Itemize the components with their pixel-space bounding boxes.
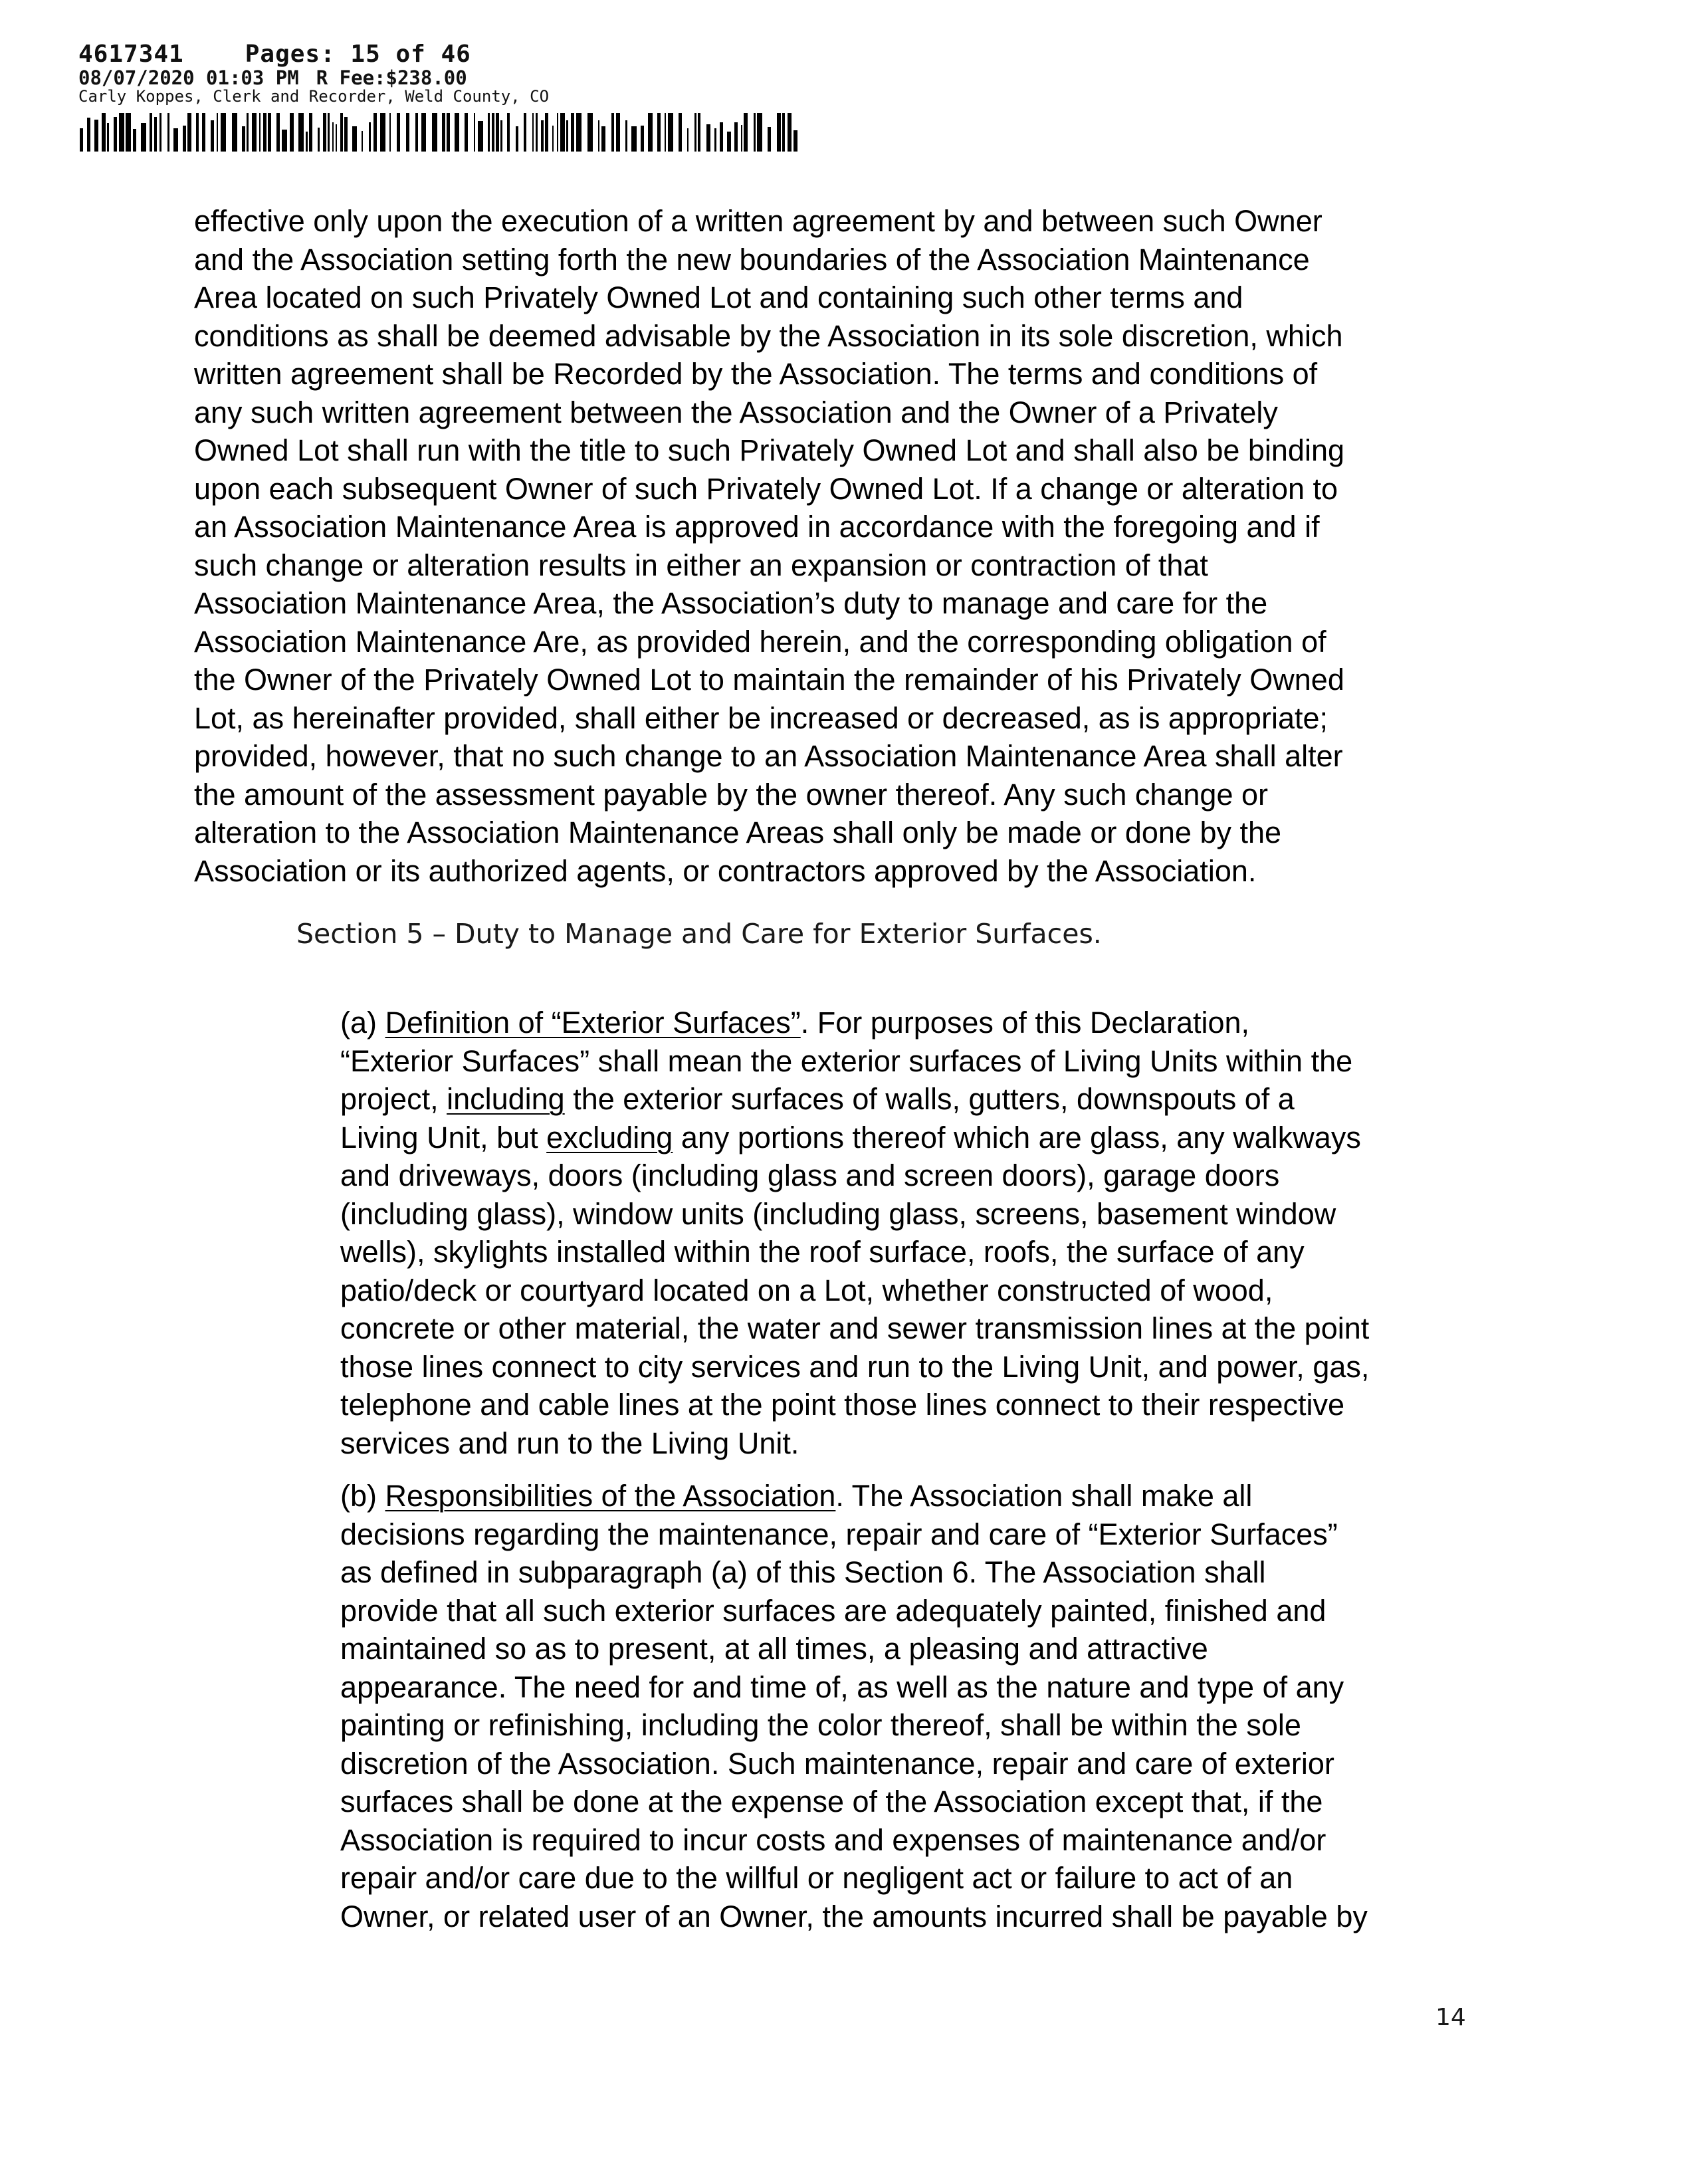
text-line: Association is required to incur costs and expenses of maintenance and/or [340,1822,1326,1857]
text-line [340,1477,1368,1515]
text-line: the Owner of the Privately Owned Lot to maintain the remainder of his Privately Owned [194,663,1344,697]
text-line: painting or refinishing, including the color thereof, shall be within the sole [340,1708,1301,1742]
text-line: effective only upon the execution of a written agreement by and between such Owner [194,204,1322,238]
text-line: services and run to the Living Unit. [340,1426,799,1460]
text-fragment: the exterior surfaces of walls, gutters, downspouts of a [564,1082,1295,1116]
recording-stamp [78,41,549,105]
text-line: appearance. The need for and time of, as well as the nature and type of any [340,1670,1344,1704]
text-line: telephone and cable lines at the point those lines connect to their respective [340,1388,1344,1422]
reception-number: 4617341 [78,41,184,68]
text-line [340,1080,1369,1119]
text-line: Area located on such Privately Owned Lot and containing such other terms and [194,280,1243,314]
text-line: repair and/or care due to the willful or negligent act or failure to act of an [340,1861,1293,1895]
text-line: patio/deck or courtyard located on a Lot, whether constructed of wood, [340,1273,1273,1307]
text-line: Association Maintenance Area, the Association’s duty to manage and care for the [194,586,1268,620]
text-line: decisions regarding the maintenance, repair and care of “Exterior Surfaces” [340,1517,1338,1551]
paragraph-a [340,1004,1369,1462]
text-line: Association or its authorized agents, or contractors approved by the Association. [194,853,1257,888]
paragraph-b-label: (b) [340,1479,385,1513]
text-line: as defined in subparagraph (a) of this Section 6. The Association shall [340,1555,1266,1589]
text-fragment: project, [340,1082,447,1116]
recording-date-time: 08/07/2020 01:03 PM [78,66,299,89]
text-line: Owner, or related user of an Owner, the amounts incurred shall be payable by [340,1899,1368,1933]
text-line: surfaces shall be done at the expense of the Association except that, if the [340,1785,1323,1818]
recording-fee: R Fee:$238.00 [316,66,467,89]
underlined-term-including: including [447,1082,565,1116]
text-line: “Exterior Surfaces” shall mean the exterior surfaces of Living Units within the [340,1043,1353,1078]
intro-paragraph [194,202,1344,890]
text-line: those lines connect to city services and run to the Living Unit, and power, gas, [340,1349,1370,1384]
text-line: the amount of the assessment payable by the owner thereof. Any such change or [194,777,1269,812]
barcode-icon [80,113,797,152]
paragraph-a-title: Definition of “Exterior Surfaces” [385,1006,801,1039]
text-line: Owned Lot shall run with the title to such Privately Owned Lot and shall also be binding [194,433,1345,467]
text-fragment: . The Association shall make all [835,1479,1253,1513]
recording-line-1 [78,41,549,68]
underlined-term-excluding: excluding [546,1120,673,1154]
paragraph-a-label: (a) [340,1006,385,1039]
text-line: conditions as shall be deemed advisable by the Association in its sole discretion, which [194,318,1343,353]
paragraph-b-title: Responsibilities of the Association [385,1479,836,1513]
text-line: concrete or other material, the water and sewer transmission lines at the point [340,1311,1370,1345]
text-line [340,1119,1369,1157]
pages-count: Pages: 15 of 46 [245,41,471,68]
text-fragment: . For purposes of this Declaration, [800,1006,1250,1039]
text-line: and driveways, doors (including glass and screen doors), garage doors [340,1158,1280,1192]
text-line: alteration to the Association Maintenance Areas shall only be made or done by the [194,816,1282,849]
text-fragment: Living Unit, but [340,1120,547,1154]
text-fragment: any portions thereof which are glass, any walkways [673,1120,1361,1154]
recording-line-2 [78,68,549,88]
page-number: 14 [1435,2004,1466,2031]
text-line: provided, however, that no such change to an Association Maintenance Area shall alter [194,739,1343,773]
text-line: maintained so as to present, at all times, a pleasing and attractive [340,1632,1208,1666]
paragraph-b [340,1477,1368,1935]
text-line: upon each subsequent Owner of such Privately Owned Lot. If a change or alteration to [194,471,1338,506]
text-line: (including glass), window units (including glass, screens, basement window [340,1196,1336,1231]
text-line: provide that all such exterior surfaces are adequately painted, finished and [340,1593,1326,1628]
section-heading: Section 5 – Duty to Manage and Care for Exterior Surfaces. [296,918,1102,950]
text-line: and the Association setting forth the new boundaries of the Association Maintenance [194,242,1310,276]
text-line: wells), skylights installed within the roof surface, roofs, the surface of any [340,1235,1305,1269]
recording-clerk: Carly Koppes, Clerk and Recorder, Weld County, CO [78,87,550,106]
text-line: Association Maintenance Are, as provided herein, and the corresponding obligation of [194,624,1326,659]
text-line: such change or alteration results in either an expansion or contraction of that [194,548,1208,582]
text-line: discretion of the Association. Such maintenance, repair and care of exterior [340,1746,1334,1781]
text-line [340,1004,1369,1042]
text-line: an Association Maintenance Area is approved in accordance with the foregoing and if [194,510,1320,544]
text-line: written agreement shall be Recorded by the Association. The terms and conditions of [194,357,1318,391]
text-line: any such written agreement between the Association and the Owner of a Privately [194,395,1278,429]
text-line: Lot, as hereinafter provided, shall either be increased or decreased, as is appropriate; [194,701,1328,735]
